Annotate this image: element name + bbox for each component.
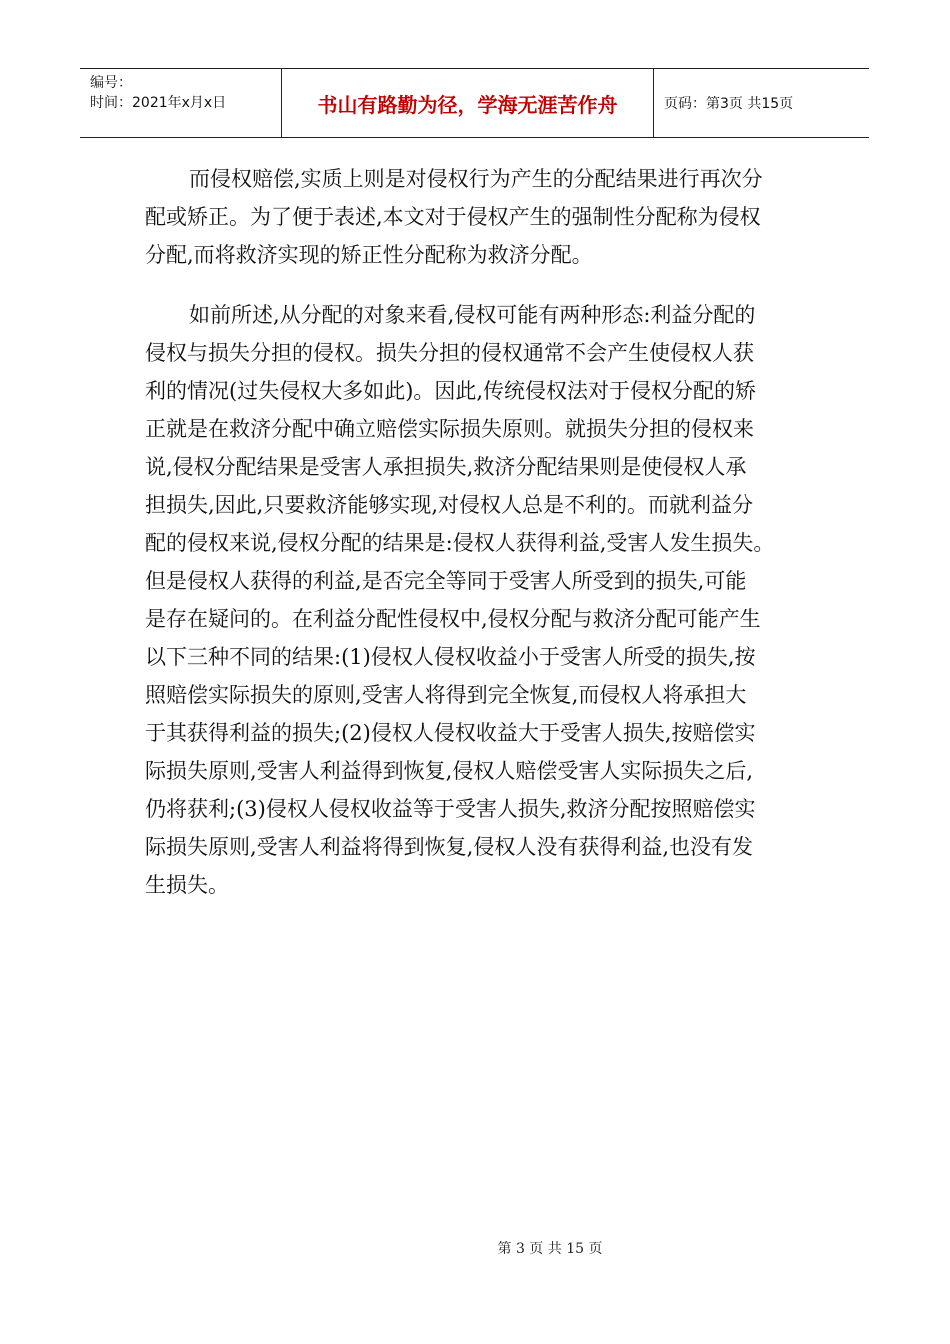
header-page-cell — [654, 69, 869, 137]
document-number-label: 编号： — [90, 75, 132, 91]
text-line: 以下三种不同的结果:(1)侵权人侵权收益小于受害人所受的损失,按 — [145, 645, 756, 669]
text-line: 际损失原则,受害人利益得到恢复,侵权人赔偿受害人实际损失之后, — [145, 759, 754, 783]
text-line: 仍将获利;(3)侵权人侵权收益等于受害人损失,救济分配按照赔偿实 — [145, 797, 756, 821]
footer-page-number: 第 3 页 共 15 页 — [497, 1241, 603, 1257]
text-line: 于其获得利益的损失;(2)侵权人侵权收益大于受害人损失,按赔偿实 — [145, 721, 756, 745]
paragraph-1 — [145, 160, 815, 274]
text-line: 但是侵权人获得的利益,是否完全等同于受害人所受到的损失,可能 — [145, 569, 747, 593]
text-line: 际损失原则,受害人利益将得到恢复,侵权人没有获得利益,也没有发 — [145, 835, 754, 859]
text-line: 担损失,因此,只要救济能够实现,对侵权人总是不利的。而就利益分 — [145, 493, 754, 517]
text-line: 是存在疑问的。在利益分配性侵权中,侵权分配与救济分配可能产生 — [145, 607, 761, 631]
paragraph-2 — [145, 296, 815, 904]
text-line: 配的侵权来说,侵权分配的结果是:侵权人获得利益,受害人发生损失。 — [145, 531, 775, 555]
text-line: 照赔偿实际损失的原则,受害人将得到完全恢复,而侵权人将承担大 — [145, 683, 747, 707]
document-header — [80, 68, 869, 138]
text-line: 分配,而将救济实现的矫正性分配称为救济分配。 — [145, 243, 593, 267]
document-time-label: 时间：2021年x月x日 — [90, 95, 227, 111]
text-line: 生损失。 — [145, 873, 229, 897]
document-body — [145, 160, 815, 904]
text-line: 正就是在救济分配中确立赔偿实际损失原则。就损失分担的侵权来 — [145, 417, 754, 441]
header-meta-cell — [80, 69, 282, 137]
text-line: 说,侵权分配结果是受害人承担损失,救济分配结果则是使侵权人承 — [145, 455, 747, 479]
text-line: 配或矫正。为了便于表述,本文对于侵权产生的强制性分配称为侵权 — [145, 205, 761, 229]
header-motto: 书山有路勤为径，学海无涯苦作舟 — [317, 92, 618, 117]
header-page-info: 页码：第3页 共15页 — [664, 96, 794, 112]
text-line: 侵权与损失分担的侵权。损失分担的侵权通常不会产生使侵权人获 — [145, 341, 754, 365]
text-line: 利的情况(过失侵权大多如此)。因此,传统侵权法对于侵权分配的矫 — [145, 379, 757, 403]
text-line: 而侵权赔偿,实质上则是对侵权行为产生的分配结果进行再次分 — [189, 167, 763, 191]
text-line: 如前所述,从分配的对象来看,侵权可能有两种形态:利益分配的 — [189, 303, 756, 327]
header-motto-cell — [282, 69, 654, 137]
page-footer — [0, 1238, 950, 1258]
